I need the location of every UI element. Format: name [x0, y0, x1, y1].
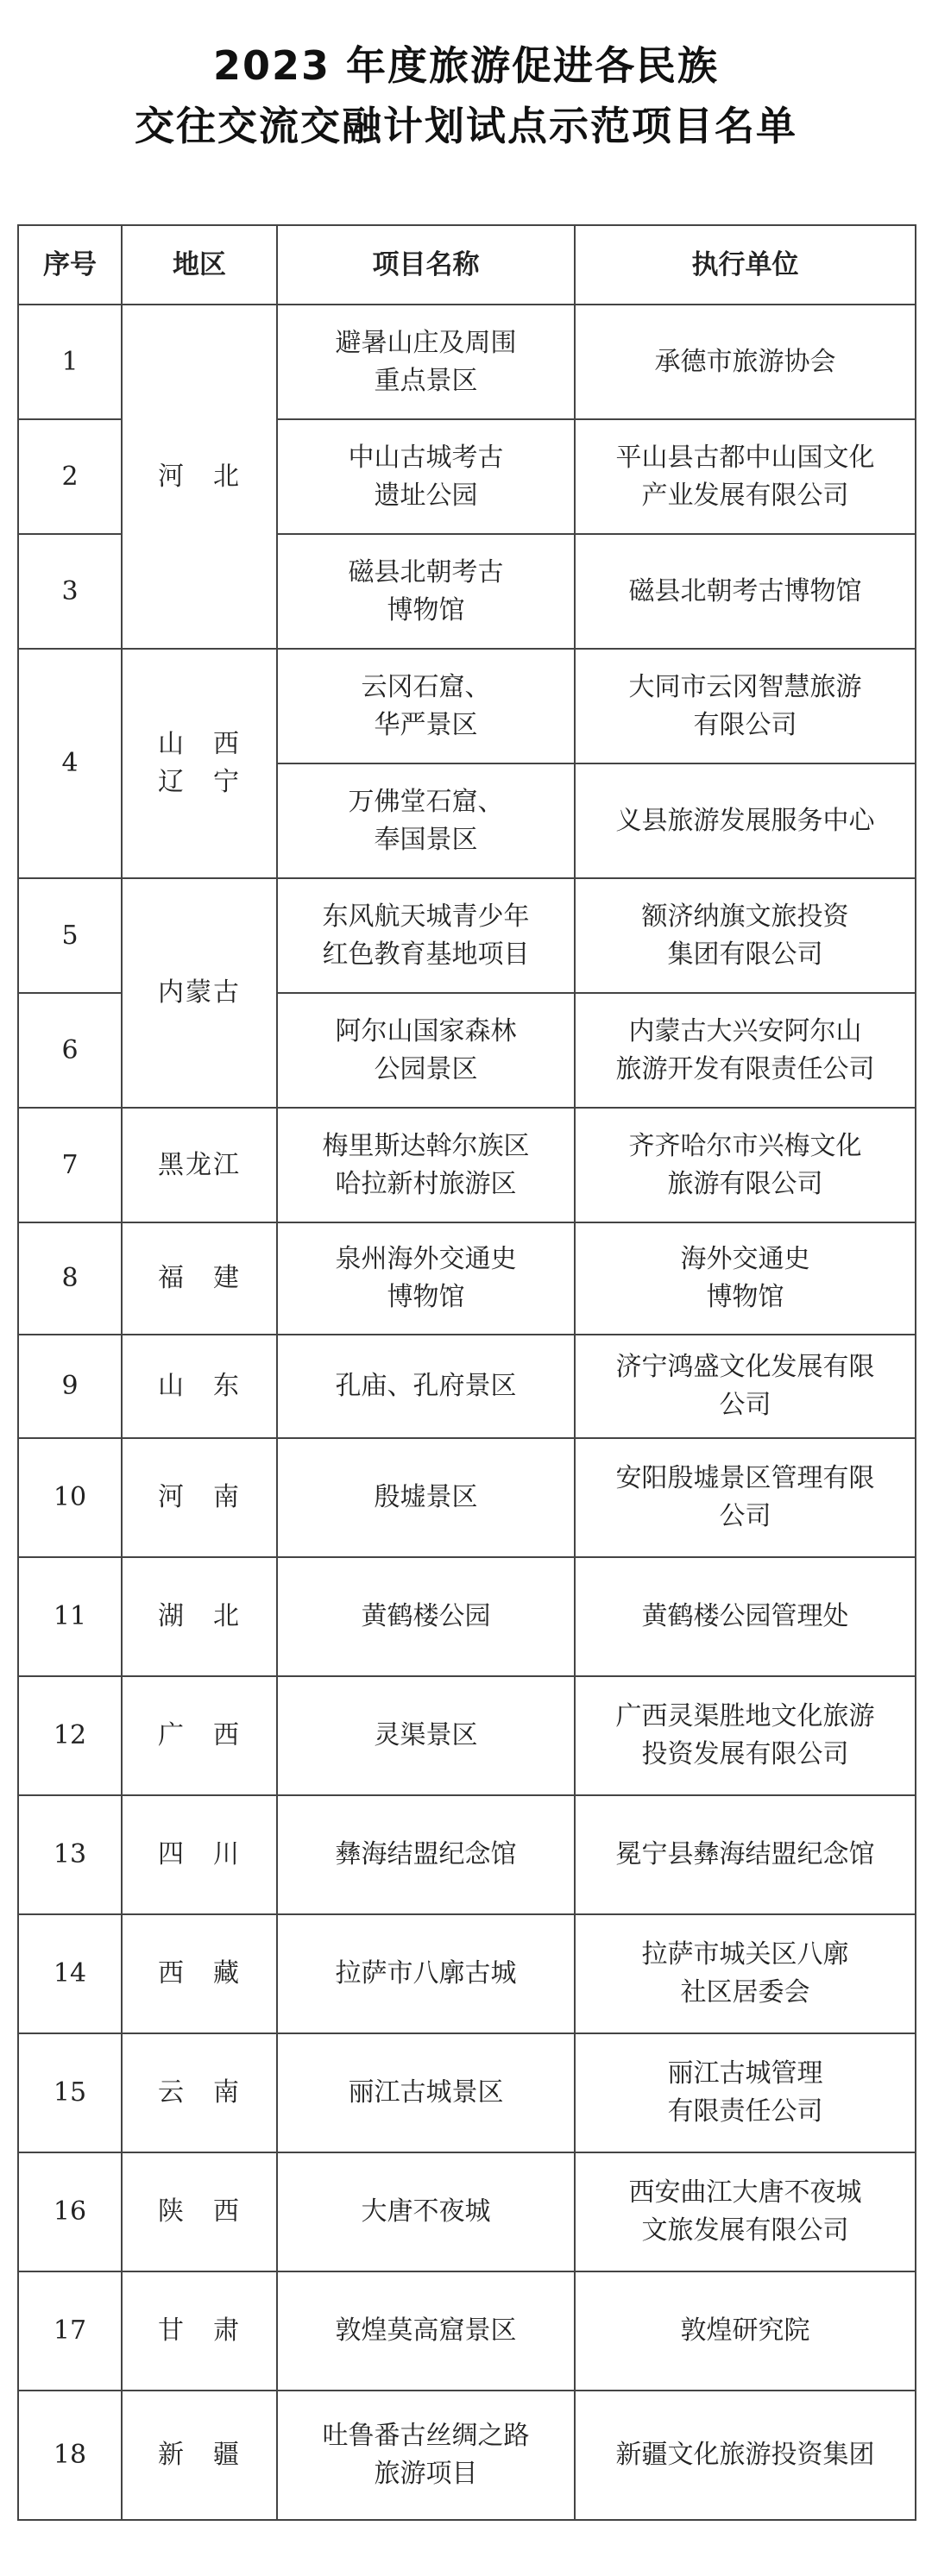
project-name: 中山古城考古 遗址公园 — [277, 419, 575, 534]
table-row — [18, 878, 916, 993]
project-name: 敦煌莫高窟景区 — [277, 2271, 575, 2391]
executing-unit: 济宁鸿盛文化发展有限 公司 — [575, 1335, 916, 1438]
executing-unit: 磁县北朝考古博物馆 — [575, 534, 916, 649]
executing-unit: 安阳殷墟景区管理有限 公司 — [575, 1438, 916, 1557]
executing-unit: 敦煌研究院 — [575, 2271, 916, 2391]
project-name: 阿尔山国家森林 公园景区 — [277, 993, 575, 1108]
table-row — [18, 1914, 916, 2033]
region-cell-neimenggu: 内蒙古 — [122, 878, 277, 1108]
table-row — [18, 1676, 916, 1795]
region-cell: 甘 肃 — [122, 2271, 277, 2391]
executing-unit: 黄鹤楼公园管理处 — [575, 1557, 916, 1676]
header-no: 序号 — [18, 225, 122, 305]
region-cell-shanxi-liaoning: 山 西 辽 宁 — [122, 649, 277, 878]
project-name: 彝海结盟纪念馆 — [277, 1795, 575, 1914]
table-row — [18, 2152, 916, 2271]
row-number: 8 — [18, 1222, 122, 1335]
row-number: 15 — [18, 2033, 122, 2152]
region-cell: 四 川 — [122, 1795, 277, 1914]
executing-unit: 西安曲江大唐不夜城 文旅发展有限公司 — [575, 2152, 916, 2271]
project-name: 磁县北朝考古 博物馆 — [277, 534, 575, 649]
row-number: 18 — [18, 2391, 122, 2520]
row-number: 10 — [18, 1438, 122, 1557]
row-number: 5 — [18, 878, 122, 993]
project-name: 云冈石窟、 华严景区 — [277, 649, 575, 763]
header-project: 项目名称 — [277, 225, 575, 305]
region-cell: 陕 西 — [122, 2152, 277, 2271]
row-number: 14 — [18, 1914, 122, 2033]
executing-unit: 大同市云冈智慧旅游 有限公司 — [575, 649, 916, 763]
executing-unit: 义县旅游发展服务中心 — [575, 763, 916, 878]
row-number: 7 — [18, 1108, 122, 1222]
executing-unit: 齐齐哈尔市兴梅文化 旅游有限公司 — [575, 1108, 916, 1222]
region-cell: 福 建 — [122, 1222, 277, 1335]
project-name: 泉州海外交通史 博物馆 — [277, 1222, 575, 1335]
row-number: 1 — [18, 305, 122, 419]
executing-unit: 冕宁县彝海结盟纪念馆 — [575, 1795, 916, 1914]
executing-unit: 内蒙古大兴安阿尔山 旅游开发有限责任公司 — [575, 993, 916, 1108]
project-name: 灵渠景区 — [277, 1676, 575, 1795]
project-name: 吐鲁番古丝绸之路 旅游项目 — [277, 2391, 575, 2520]
table-row — [18, 2391, 916, 2520]
project-name: 黄鹤楼公园 — [277, 1557, 575, 1676]
title-line-1: 2023 年度旅游促进各民族 — [212, 42, 720, 89]
project-name: 梅里斯达斡尔族区 哈拉新村旅游区 — [277, 1108, 575, 1222]
region-cell: 河 南 — [122, 1438, 277, 1557]
table-row — [18, 305, 916, 419]
executing-unit: 拉萨市城关区八廓 社区居委会 — [575, 1914, 916, 2033]
row-number: 3 — [18, 534, 122, 649]
header-unit: 执行单位 — [575, 225, 916, 305]
row-number: 17 — [18, 2271, 122, 2391]
project-name: 大唐不夜城 — [277, 2152, 575, 2271]
region-cell: 西 藏 — [122, 1914, 277, 2033]
executing-unit: 平山县古都中山国文化 产业发展有限公司 — [575, 419, 916, 534]
table-header-row — [18, 225, 916, 305]
executing-unit: 承德市旅游协会 — [575, 305, 916, 419]
region-cell: 黑龙江 — [122, 1108, 277, 1222]
row-number: 13 — [18, 1795, 122, 1914]
table-row — [18, 2271, 916, 2391]
region-cell: 山 东 — [122, 1335, 277, 1438]
table-row — [18, 2033, 916, 2152]
region-cell: 湖 北 — [122, 1557, 277, 1676]
table-row — [18, 1335, 916, 1438]
title-line-2: 交往交流交融计划试点示范项目名单 — [135, 103, 797, 149]
project-name: 万佛堂石窟、 奉国景区 — [277, 763, 575, 878]
table-row — [18, 1222, 916, 1335]
region-cell: 广 西 — [122, 1676, 277, 1795]
project-name: 丽江古城景区 — [277, 2033, 575, 2152]
project-name: 殷墟景区 — [277, 1438, 575, 1557]
executing-unit: 丽江古城管理 有限责任公司 — [575, 2033, 916, 2152]
row-number: 16 — [18, 2152, 122, 2271]
row-number: 12 — [18, 1676, 122, 1795]
region-cell-hebei: 河 北 — [122, 305, 277, 649]
table-row — [18, 1557, 916, 1676]
project-table — [17, 224, 916, 2521]
row-number: 4 — [18, 649, 122, 878]
project-name: 孔庙、孔府景区 — [277, 1335, 575, 1438]
project-name: 东风航天城青少年 红色教育基地项目 — [277, 878, 575, 993]
project-name: 避暑山庄及周围 重点景区 — [277, 305, 575, 419]
executing-unit: 广西灵渠胜地文化旅游 投资发展有限公司 — [575, 1676, 916, 1795]
executing-unit: 海外交通史 博物馆 — [575, 1222, 916, 1335]
row-number: 9 — [18, 1335, 122, 1438]
table-row — [18, 649, 916, 763]
executing-unit: 额济纳旗文旅投资 集团有限公司 — [575, 878, 916, 993]
region-cell: 云 南 — [122, 2033, 277, 2152]
region-cell: 新 疆 — [122, 2391, 277, 2520]
table-row — [18, 1438, 916, 1557]
executing-unit: 新疆文化旅游投资集团 — [575, 2391, 916, 2520]
table-row — [18, 1108, 916, 1222]
project-name: 拉萨市八廓古城 — [277, 1914, 575, 2033]
table-row — [18, 1795, 916, 1914]
row-number: 11 — [18, 1557, 122, 1676]
header-region: 地区 — [122, 225, 277, 305]
row-number: 2 — [18, 419, 122, 534]
row-number: 6 — [18, 993, 122, 1108]
